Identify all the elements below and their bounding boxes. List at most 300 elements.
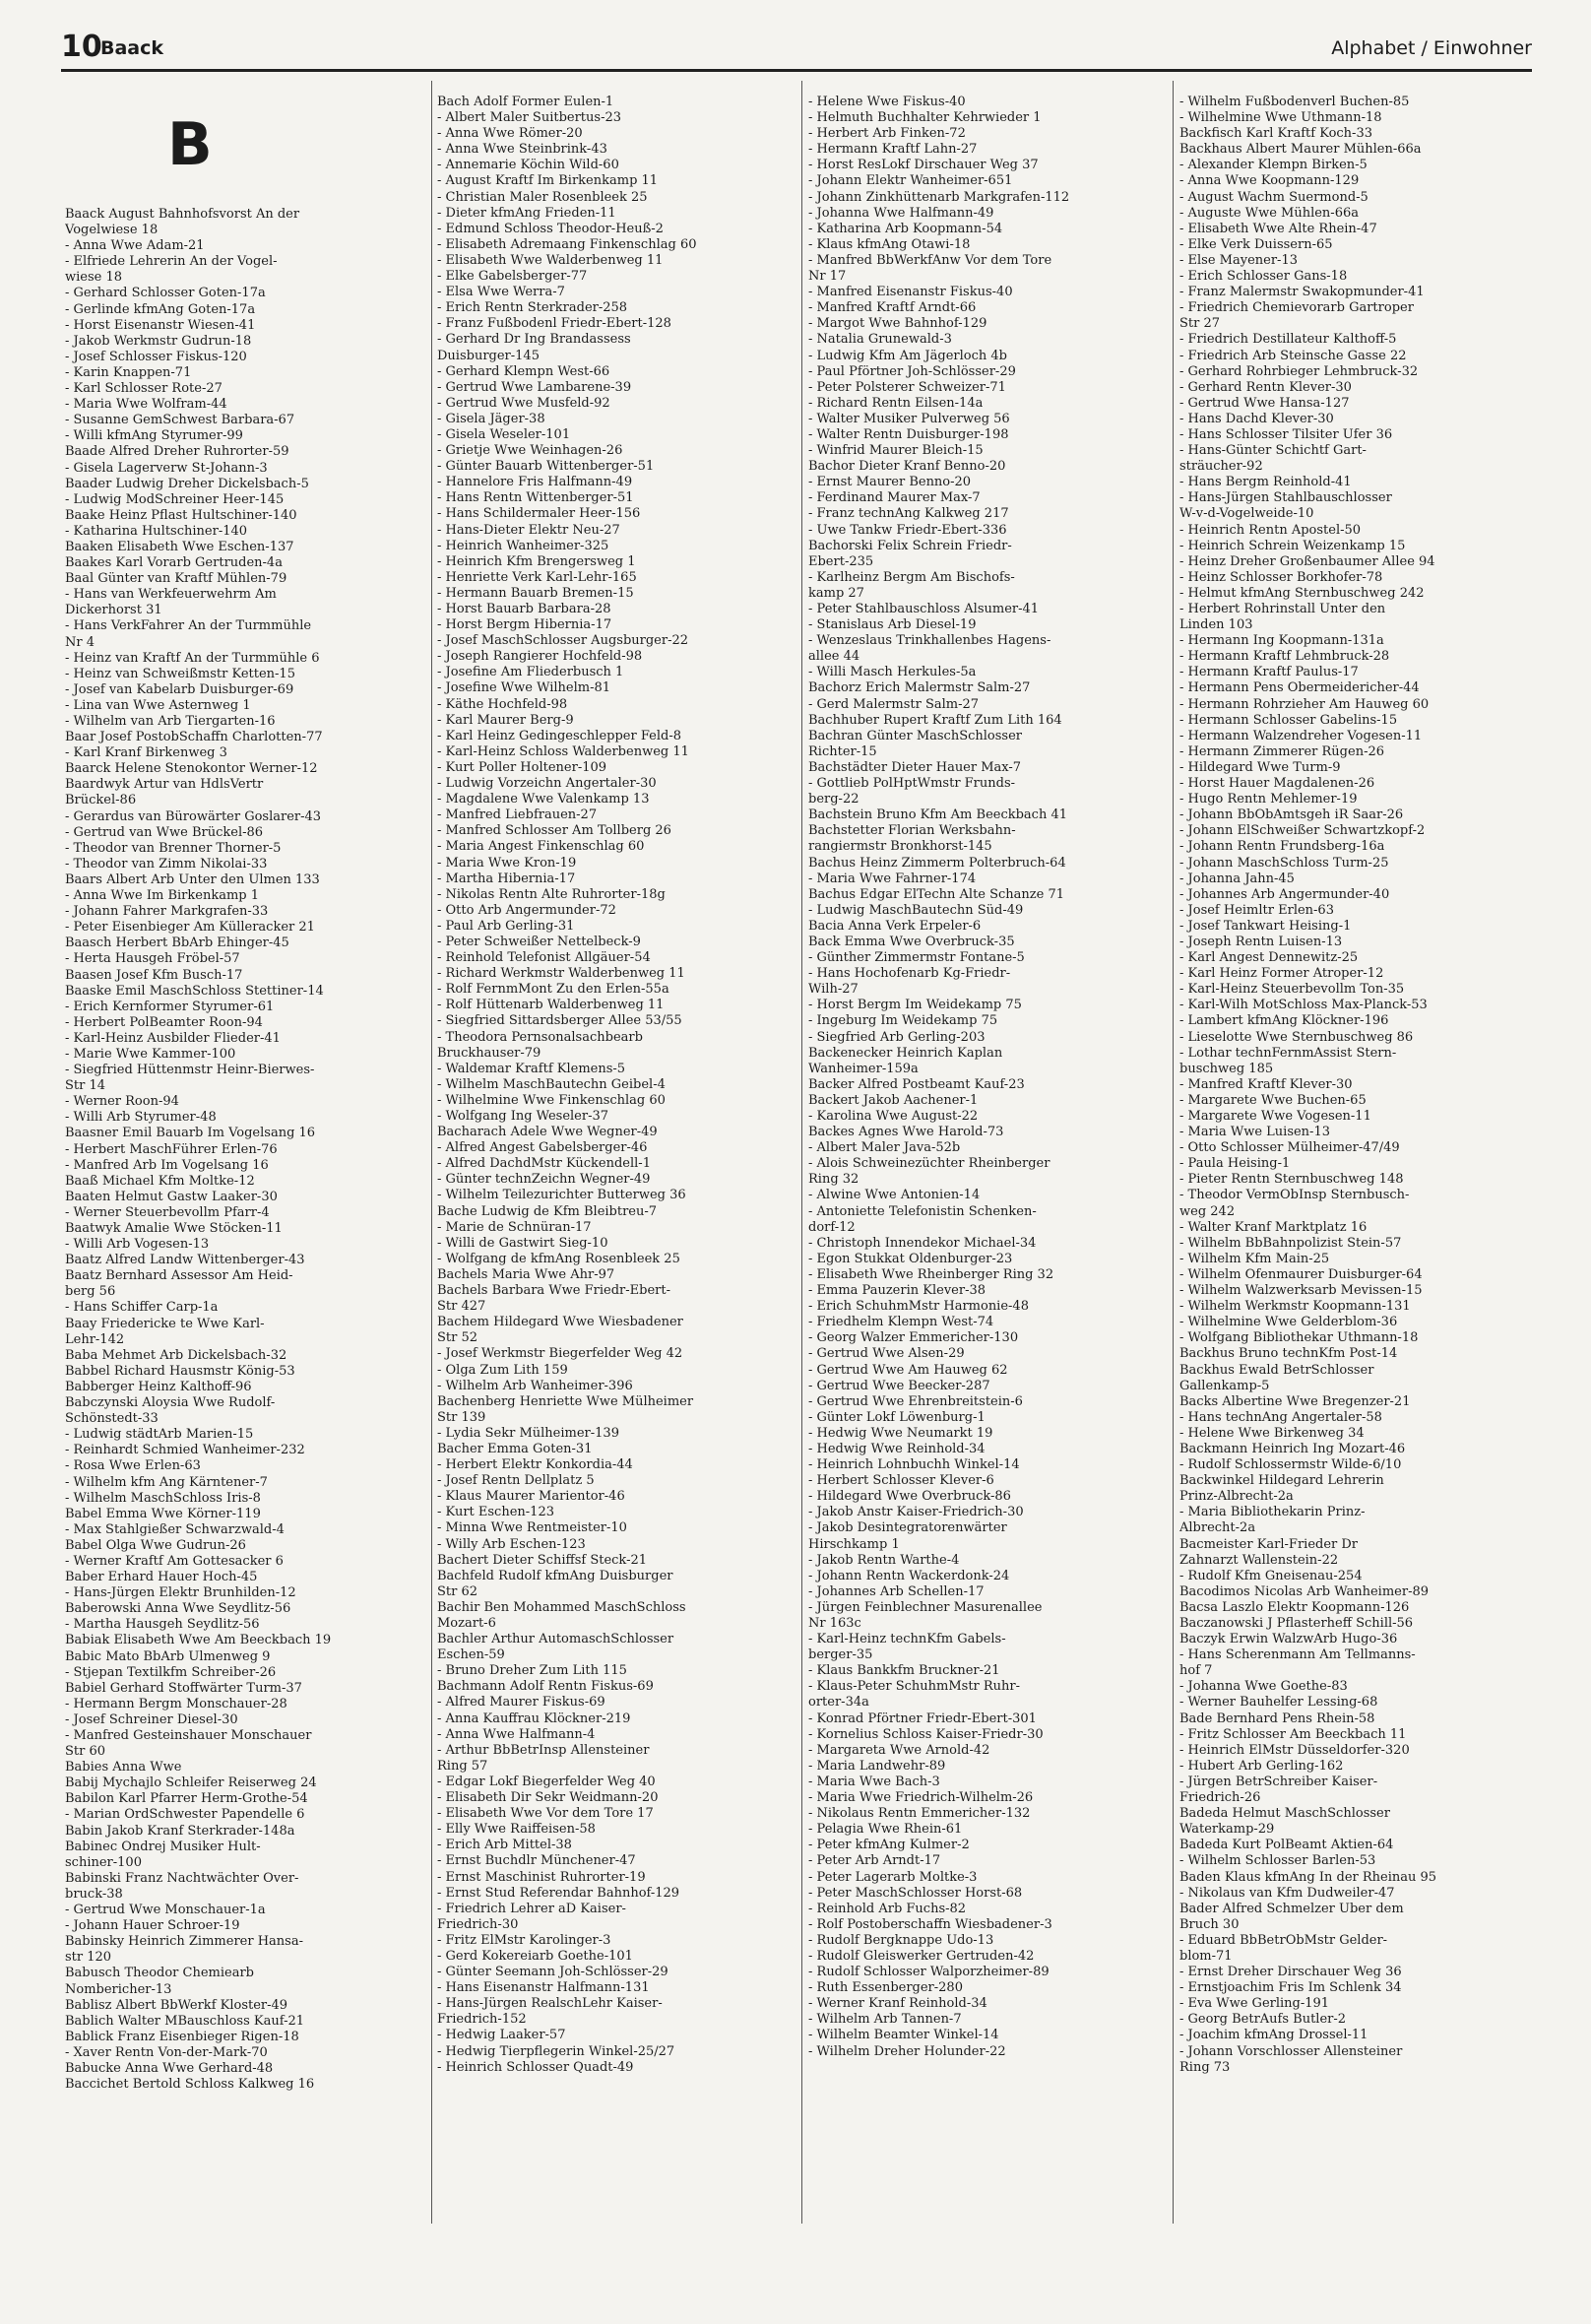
directory-entry: - Siegfried Arb Gerling-203 — [808, 1029, 986, 1045]
directory-entry: Bachus Heinz Zimmerm Polterbruch-64 — [808, 855, 1066, 871]
directory-entry: - Magdalene Wwe Valenkamp 13 — [437, 792, 650, 807]
directory-entry: - Friedrich Arb Steinsche Gasse 22 — [1179, 348, 1407, 363]
directory-entry: - Hans Schiffer Carp-1a — [65, 1300, 219, 1316]
directory-entry: Bacher Emma Goten-31 — [437, 1441, 593, 1456]
directory-entry: - Friedrich Destillateur Kalthoff-5 — [1179, 332, 1397, 348]
directory-entry: kamp 27 — [808, 585, 864, 601]
directory-entry: - Hermann Kraftf Paulus-17 — [1179, 665, 1359, 680]
directory-entry: Bacodimos Nicolas Arb Wanheimer-89 — [1179, 1583, 1430, 1599]
directory-entry: Richter-15 — [808, 743, 877, 759]
directory-entry: - Gertrud Wwe Lambarene-39 — [437, 379, 632, 395]
directory-entry: Linden 103 — [1179, 617, 1253, 633]
directory-entry: Baatz Bernhard Assessor Am Heid- — [65, 1268, 293, 1284]
directory-entry: - Elsa Wwe Werra-7 — [437, 285, 565, 300]
directory-entry: Bacia Anna Verk Erpeler-6 — [808, 918, 982, 934]
directory-entry: - Erich Rentn Sterkrader-258 — [437, 300, 628, 316]
directory-entry: - Heinrich Schlosser Quadt-49 — [437, 2059, 634, 2075]
directory-entry: - Hans Schildermaler Heer-156 — [437, 506, 641, 522]
directory-entry: - Wilhelm Ofenmaurer Duisburger-64 — [1179, 1266, 1423, 1282]
directory-entry: - Manfred Kraftf Arndt-66 — [808, 300, 977, 316]
directory-entry: - Hans Dachd Klever-30 — [1179, 411, 1334, 426]
directory-entry: - Helene Wwe Fiskus-40 — [808, 95, 966, 109]
directory-entry: Bader Alfred Schmelzer Über dem — [1179, 1901, 1404, 1916]
directory-entry: - Karl Heinz Gedingeschlepper Feld-8 — [437, 728, 681, 743]
directory-entry: - Wilhelm BbBahnpolizist Stein-57 — [1179, 1235, 1402, 1251]
directory-entry: - Hans-Dieter Elektr Neu-27 — [437, 522, 620, 538]
directory-entry: - Wolfgang Ing Weseler-37 — [437, 1109, 609, 1124]
directory-entry: Bachhuber Rupert Kraftf Zum Lith 164 — [808, 712, 1062, 728]
directory-entry: - Franz Fußbodenl Friedr-Ebert-128 — [437, 316, 671, 332]
directory-entry: - Walter Kranf Marktplatz 16 — [1179, 1219, 1368, 1235]
directory-entry: Mozart-6 — [437, 1616, 496, 1631]
directory-entry: Bablisz Albert BbWerkf Kloster-49 — [65, 1997, 288, 2013]
directory-entry: Babbel Richard Hausmstr König-53 — [65, 1363, 295, 1379]
directory-entry: - Christoph Innendekor Michael-34 — [808, 1235, 1037, 1251]
directory-entry: - Peter Lagerarb Moltke-3 — [808, 1869, 978, 1885]
directory-entry: - Karlheinz Bergm Am Bischofs- — [808, 569, 1015, 585]
directory-entry: - Erich Arb Mittel-38 — [437, 1838, 572, 1853]
directory-entry: Babiel Gerhard Stoffwärter Turm-37 — [65, 1680, 302, 1696]
directory-entry: - Johannes Arb Angermunder-40 — [1179, 886, 1390, 902]
directory-entry: Babinsky Heinrich Zimmerer Hansa- — [65, 1934, 303, 1950]
directory-entry: - Erich Kernformer Styrumer-61 — [65, 999, 275, 1014]
directory-entry: - Maria Bibliothekarin Prinz- — [1179, 1505, 1366, 1520]
directory-entry: - Joseph Rentn Luisen-13 — [1179, 934, 1343, 949]
directory-entry: - Gerlinde kfmAng Goten-17a — [65, 301, 256, 317]
directory-entry: - Wilhelm Walzwerksarb Mevissen-15 — [1179, 1283, 1423, 1299]
directory-entry: Nombericher-13 — [65, 1981, 172, 1997]
directory-entry: - Elly Wwe Raiffeisen-58 — [437, 1822, 596, 1838]
directory-entry: - Hermann Walzendreher Vogesen-11 — [1179, 728, 1423, 743]
directory-entry: Babinec Ondrej Musiker Hult- — [65, 1839, 261, 1854]
directory-entry: Backhaus Albert Maurer Mühlen-66a — [1179, 142, 1422, 158]
directory-entry: - Manfred Arb Im Vogelsang 16 — [65, 1157, 269, 1173]
directory-entry: - Hans Schlosser Tilsiter Ufer 36 — [1179, 426, 1393, 442]
directory-entry: Albrecht-2a — [1179, 1520, 1256, 1536]
directory-entry: - Siegfried Sittardsberger Allee 53/55 — [437, 1013, 682, 1029]
directory-entry: - Rolf FernmMont Zu den Erlen-55a — [437, 982, 669, 998]
directory-entry: - Ludwig Kfm Am Jägerloch 4b — [808, 348, 1007, 363]
directory-entry: - Horst Eisenanstr Wiesen-41 — [65, 317, 256, 333]
directory-entry: - Wilhelmine Wwe Uthmann-18 — [1179, 110, 1382, 126]
directory-entry: Schönstedt-33 — [65, 1411, 159, 1427]
directory-entry: - Jakob Anstr Kaiser-Friedrich-30 — [808, 1505, 1024, 1520]
directory-entry: - Gertrud Wwe Monschauer-1a — [65, 1903, 266, 1918]
directory-entry: - Horst Hauer Magdalenen-26 — [1179, 776, 1375, 792]
directory-entry: Gallenkamp-5 — [1179, 1378, 1270, 1393]
directory-entry: - Friedhelm Klempn West-74 — [808, 1315, 994, 1330]
directory-entry: - Elisabeth Wwe Rheinberger Ring 32 — [808, 1266, 1054, 1282]
directory-entry: - Wilhelm Beamter Winkel-14 — [808, 2028, 999, 2043]
directory-entry: - Lothar technFernmAssist Stern- — [1179, 1045, 1397, 1061]
directory-entry: - Werner Bauhelfer Lessing-68 — [1179, 1695, 1378, 1711]
directory-entry: - Marie Wwe Kammer-100 — [65, 1046, 236, 1062]
directory-entry: - Erich SchuhmMstr Harmonie-48 — [808, 1299, 1029, 1315]
directory-entry: - Uwe Tankw Friedr-Ebert-336 — [808, 522, 1007, 538]
directory-entry: - Alwine Wwe Antonien-14 — [808, 1188, 981, 1203]
column-2 — [437, 95, 792, 2212]
directory-entry: - Johanna Wwe Goethe-83 — [1179, 1679, 1348, 1695]
directory-entry: - Anna Wwe Steinbrink-43 — [437, 142, 607, 158]
directory-entry: - Friedrich Lehrer aD Kaiser- — [437, 1901, 626, 1916]
directory-entry: Babies Anna Wwe — [65, 1760, 182, 1775]
directory-entry: - Annemarie Köchin Wild-60 — [437, 158, 619, 173]
directory-entry: - Joseph Rangierer Hochfeld-98 — [437, 649, 643, 665]
directory-entry: berger-35 — [808, 1647, 873, 1663]
page-number: 10 — [61, 30, 102, 64]
column-divider — [1173, 81, 1174, 2224]
directory-entry: - Johann Vorschlosser Allensteiner — [1179, 2043, 1403, 2059]
directory-entry: - Stanislaus Arb Diesel-19 — [808, 617, 977, 633]
directory-entry: W-v-d-Vogelweide-10 — [1179, 506, 1314, 522]
directory-entry: - Heinz van Kraftf An der Turmmühle 6 — [65, 650, 320, 666]
header-rule — [61, 69, 1532, 72]
directory-entry: - Johann MaschSchloss Turm-25 — [1179, 855, 1389, 871]
directory-entry: - Ruth Essenberger-280 — [808, 1980, 963, 1996]
directory-entry: - Hans van Werkfeuerwehrm Am — [65, 587, 277, 603]
directory-entry: Str 60 — [65, 1744, 106, 1760]
directory-entry: - Margareta Wwe Arnold-42 — [808, 1742, 990, 1758]
directory-entry: Bachels Maria Wwe Ahr-97 — [437, 1266, 615, 1282]
directory-entry: - Wilhelm Arb Tannen-7 — [808, 2012, 962, 2028]
directory-entry: - Manfred Kraftf Klever-30 — [1179, 1076, 1353, 1092]
directory-entry: - Gerd Kokereiarb Goethe-101 — [437, 1948, 633, 1964]
directory-entry: - Theodor van Brenner Thorner-5 — [65, 840, 282, 856]
directory-entry: - Herta Hausgeh Fröbel-57 — [65, 951, 240, 967]
directory-entry: - Hermann Ing Koopmann-131a — [1179, 633, 1384, 649]
directory-entry: - Käthe Hochfeld-98 — [437, 696, 568, 712]
directory-entry: - Johann Rentn Wackerdonk-24 — [808, 1568, 1010, 1583]
directory-entry: Str 52 — [437, 1330, 478, 1346]
running-head-section: Alphabet / Einwohner — [1331, 37, 1532, 59]
directory-entry: - Wilhelm Werkmstr Koopmann-131 — [1179, 1299, 1411, 1315]
directory-entry: - Maria Wwe Luisen-13 — [1179, 1125, 1330, 1140]
directory-entry: Bablich Walter MBauschloss Kauf-21 — [65, 2013, 305, 2029]
directory-entry: allee 44 — [808, 649, 860, 665]
directory-entry: Duisburger-145 — [437, 348, 540, 363]
directory-entry: - Werner Steuerbevollm Pfarr-4 — [65, 1204, 270, 1220]
directory-entry: - Siegfried Hüttenmstr Heinr-Bierwes- — [65, 1063, 315, 1078]
directory-entry: Baake Heinz Pflast Hultschiner-140 — [65, 507, 297, 523]
directory-entry: - Walter Musiker Pulverweg 56 — [808, 411, 1010, 426]
directory-entry: - Willi kfmAng Styrumer-99 — [65, 428, 243, 444]
directory-entry: - Hannelore Fris Halfmann-49 — [437, 475, 633, 490]
directory-entry: - Margot Wwe Bahnhof-129 — [808, 316, 987, 332]
directory-entry: Nr 17 — [808, 269, 847, 285]
directory-entry: Back Emma Wwe Overbruck-35 — [808, 934, 1015, 949]
directory-entry: Baaß Michael Kfm Moltke-12 — [65, 1173, 255, 1189]
directory-entry: - Ernstjoachim Fris Im Schlenk 34 — [1179, 1980, 1402, 1996]
directory-entry: Bachels Barbara Wwe Friedr-Ebert- — [437, 1283, 670, 1299]
directory-entry: - Georg BetrAufs Butler-2 — [1179, 2012, 1347, 2028]
directory-entry: Ebert-235 — [808, 553, 874, 569]
directory-entry: Backhus Bruno technKfm Post-14 — [1179, 1346, 1398, 1362]
directory-entry: - Hubert Arb Gerling-162 — [1179, 1758, 1344, 1774]
directory-entry: - Wilhelm Dreher Holunder-22 — [808, 2043, 1006, 2059]
directory-entry: - Gertrud Wwe Beecker-287 — [808, 1378, 990, 1393]
directory-entry: - Karl Kranf Birkenweg 3 — [65, 745, 227, 761]
directory-entry: - Kurt Eschen-123 — [437, 1505, 554, 1520]
directory-entry: - Gisela Weseler-101 — [437, 426, 571, 442]
directory-entry: hof 7 — [1179, 1663, 1213, 1679]
directory-entry: - Josef Schlosser Fiskus-120 — [65, 349, 247, 364]
directory-entry: Ring 32 — [808, 1172, 859, 1188]
directory-entry: - Stjepan Textilkfm Schreiber-26 — [65, 1664, 277, 1680]
directory-entry: Baal Günter van Kraftf Mühlen-79 — [65, 571, 287, 587]
directory-entry: Bachstein Bruno Kfm Am Beeckbach 41 — [808, 807, 1068, 823]
directory-entry: - Winfrid Maurer Bleich-15 — [808, 443, 984, 459]
directory-entry: - Johannes Arb Schellen-17 — [808, 1583, 985, 1599]
directory-entry: berg-22 — [808, 792, 859, 807]
directory-entry: Backmann Heinrich Ing Mozart-46 — [1179, 1441, 1406, 1456]
directory-entry: Babczynski Aloysia Wwe Rudolf- — [65, 1395, 276, 1411]
directory-entry: - Wolfgang Bibliothekar Uthmann-18 — [1179, 1330, 1419, 1346]
directory-entry: - Hans technAng Angertaler-58 — [1179, 1409, 1382, 1425]
directory-entry: - Heinrich ElMstr Düsseldorfer-320 — [1179, 1742, 1410, 1758]
directory-entry: - Maria Angest Finkenschlag 60 — [437, 839, 645, 855]
directory-entry: - Katharina Hultschiner-140 — [65, 523, 248, 539]
directory-entry: - Hugo Rentn Mehlemer-19 — [1179, 792, 1358, 807]
directory-entry: - Johann Elektr Wanheimer-651 — [808, 173, 1013, 189]
directory-entry: wiese 18 — [65, 270, 123, 286]
directory-entry: Nr 4 — [65, 634, 95, 650]
directory-entry: - Elisabeth Wwe Alte Rhein-47 — [1179, 221, 1377, 236]
directory-entry: Str 139 — [437, 1409, 486, 1425]
directory-entry: - Hedwig Wwe Neumarkt 19 — [808, 1425, 993, 1441]
directory-entry: dorf-12 — [808, 1219, 856, 1235]
directory-entry: - Gerhard Rentn Klever-30 — [1179, 379, 1352, 395]
directory-entry: - Richard Werkmstr Walderbenweg 11 — [437, 966, 685, 982]
directory-entry: - Gerardus van Bürowärter Goslarer-43 — [65, 808, 322, 824]
directory-entry: - Reinhold Arb Fuchs-82 — [808, 1901, 967, 1916]
directory-entry: - Hedwig Tierpflegerin Winkel-25/27 — [437, 2043, 675, 2059]
directory-entry: Baasen Josef Kfm Busch-17 — [65, 967, 243, 983]
directory-entry: - Georg Walzer Emmericher-130 — [808, 1330, 1019, 1346]
directory-entry: Bachfeld Rudolf kfmAng Duisburger — [437, 1568, 673, 1583]
directory-entry: Baasch Herbert BbArb Ehinger-45 — [65, 936, 289, 951]
directory-entry: - Johann Hauer Schroer-19 — [65, 1918, 240, 1934]
directory-entry: Bachenberg Henriette Wwe Mülheimer — [437, 1393, 694, 1409]
column-3 — [808, 95, 1163, 2212]
directory-entry: - Hermann Zimmerer Rügen-26 — [1179, 743, 1384, 759]
directory-entry: - Anna Kauffrau Klöckner-219 — [437, 1711, 631, 1726]
directory-entry: - Elisabeth Dir Sekr Weidmann-20 — [437, 1790, 659, 1806]
directory-entry: - Hans Hochofenarb Kg-Friedr- — [808, 966, 1011, 982]
directory-entry: - Peter kfmAng Kulmer-2 — [808, 1838, 970, 1853]
directory-entry: Str 427 — [437, 1299, 486, 1315]
directory-entry: - Karl-Heinz technKfm Gabels- — [808, 1632, 1006, 1647]
directory-entry: - Kornelius Schloss Kaiser-Friedr-30 — [808, 1726, 1044, 1742]
directory-entry: - Anna Wwe Adam-21 — [65, 238, 205, 254]
directory-entry: - Elke Gabelsberger-77 — [437, 269, 588, 285]
directory-entry: - Günther Zimmermstr Fontane-5 — [808, 950, 1025, 966]
directory-entry: - Jakob Rentn Warthe-4 — [808, 1552, 960, 1568]
directory-entry: - Margarete Wwe Buchen-65 — [1179, 1092, 1367, 1108]
directory-entry: Dickerhorst 31 — [65, 603, 162, 618]
directory-entry: - Henriette Verk Karl-Lehr-165 — [437, 569, 637, 585]
directory-entry: - Heinrich Kfm Brengersweg 1 — [437, 553, 636, 569]
directory-entry: - Wilhelmine Wwe Gelderblom-36 — [1179, 1315, 1398, 1330]
directory-entry: - Ernst Dreher Dirschauer Weg 36 — [1179, 1965, 1402, 1980]
directory-entry: - Martha Hibernia-17 — [437, 871, 576, 886]
directory-entry: - Paul Arb Gerling-31 — [437, 918, 575, 934]
directory-entry: Bachorz Erich Malermstr Salm-27 — [808, 680, 1031, 696]
directory-entry: Baardwyk Artur van HdlsVertr — [65, 777, 264, 793]
directory-entry: - Paula Heising-1 — [1179, 1156, 1291, 1172]
directory-entry: - Johann Zinkhüttenarb Markgrafen-112 — [808, 189, 1070, 205]
directory-entry: - Rolf Postoberschaffn Wiesbadener-3 — [808, 1916, 1052, 1932]
directory-entry: Waterkamp-29 — [1179, 1822, 1275, 1838]
directory-entry: Bachstetter Florian Werksbahn- — [808, 823, 1016, 839]
directory-entry: buschweg 185 — [1179, 1061, 1274, 1076]
directory-entry: weg 242 — [1179, 1203, 1236, 1219]
directory-entry: - Hans-Jürgen Elektr Brunhilden-12 — [65, 1585, 296, 1601]
directory-entry: - Josefine Wwe Wilhelm-81 — [437, 680, 611, 696]
directory-entry: - Elisabeth Wwe Vor dem Tore 17 — [437, 1806, 654, 1822]
directory-entry: - Alfred Maurer Fiskus-69 — [437, 1695, 605, 1711]
directory-entry: - Nikolaus van Kfm Dudweiler-47 — [1179, 1885, 1395, 1901]
directory-entry: Baasner Emil Bauarb Im Vogelsang 16 — [65, 1126, 316, 1141]
directory-entry: - Hans-Jürgen Stahlbauschlosser — [1179, 490, 1392, 506]
directory-entry: - Heinrich Wanheimer-325 — [437, 538, 609, 553]
directory-entry: - Rolf Hüttenarb Walderbenweg 11 — [437, 998, 665, 1013]
directory-entry: - Dieter kfmAng Frieden-11 — [437, 205, 616, 221]
directory-entry: - Maria Wwe Kron-19 — [437, 855, 577, 871]
directory-entry: - Hans VerkFahrer An der Turmmühle — [65, 618, 312, 634]
directory-entry: - Klaus kfmAng Otawi-18 — [808, 236, 971, 252]
directory-entry: - Peter Arb Arndt-17 — [808, 1853, 941, 1869]
directory-entry: - Karl-Heinz Steuerbevollm Ton-35 — [1179, 982, 1405, 998]
directory-entry: Zahnarzt Wallenstein-22 — [1179, 1552, 1339, 1568]
directory-entry: Babel Olga Wwe Gudrun-26 — [65, 1537, 246, 1553]
directory-entry: - Wilhelm Kfm Main-25 — [1179, 1251, 1330, 1266]
directory-entry: - Herbert Elektr Konkordia-44 — [437, 1457, 633, 1473]
directory-entry: - Albert Maler Java-52b — [808, 1140, 961, 1156]
directory-entry: Baba Mehmet Arb Dickelsbach-32 — [65, 1347, 287, 1363]
directory-entry: - Franz technAng Kalkweg 217 — [808, 506, 1009, 522]
directory-entry: - Josef Schreiner Diesel-30 — [65, 1711, 238, 1727]
directory-entry: - Theodor van Zimm Nikolai-33 — [65, 856, 268, 872]
directory-entry: - Wilhelm MaschSchloss Iris-8 — [65, 1490, 261, 1506]
directory-entry: - Richard Rentn Eilsen-14a — [808, 395, 984, 411]
directory-entry: - Alexander Klempn Birken-5 — [1179, 158, 1368, 173]
directory-entry: - Wilhelmine Wwe Finkenschlag 60 — [437, 1092, 666, 1108]
directory-entry: Bacmeister Karl-Frieder Dr — [1179, 1536, 1359, 1552]
directory-entry: Bachran Günter MaschSchlosser — [808, 728, 1023, 743]
directory-entry: - Helmuth Buchhalter Kehrwieder 1 — [808, 110, 1042, 126]
directory-entry: - Herbert Rohrinstall Unter den — [1179, 602, 1386, 616]
directory-entry: - Katharina Arb Koopmann-54 — [808, 221, 1003, 236]
directory-entry: - Rudolf Bergknappe Udo-13 — [808, 1932, 994, 1948]
directory-entry: - Wilhelm van Arb Tiergarten-16 — [65, 714, 276, 729]
directory-entry: schiner-100 — [65, 1854, 142, 1870]
directory-entry: berg 56 — [65, 1284, 116, 1300]
directory-entry: - Antoniette Telefonistin Schenken- — [808, 1203, 1037, 1219]
directory-entry: - August Kraftf Im Birkenkamp 11 — [437, 173, 659, 189]
directory-entry: - Manfred Gesteinshauer Monschauer — [65, 1728, 312, 1743]
directory-entry: Babberger Heinz Kalthoff-96 — [65, 1379, 252, 1394]
directory-entry: Baack August Bahnhofsvorst An der — [65, 207, 300, 222]
directory-entry: Str 27 — [1179, 316, 1221, 332]
directory-entry: - Alois Schweinezüchter Rheinberger — [808, 1156, 1050, 1172]
directory-entry: - Klaus Maurer Marientor-46 — [437, 1489, 625, 1505]
directory-entry: - Minna Wwe Rentmeister-10 — [437, 1520, 627, 1536]
directory-entry: Baccichet Bertold Schloss Kalkweg 16 — [65, 2077, 315, 2093]
directory-entry: Babinski Franz Nachtwächter Over- — [65, 1870, 299, 1886]
directory-entry: - Susanne GemSchwest Barbara-67 — [65, 413, 295, 428]
directory-entry: - Hermann Kraftf Lehmbruck-28 — [1179, 649, 1390, 665]
directory-entry: - Herbert Schlosser Klever-6 — [808, 1473, 994, 1489]
directory-entry: - Otto Schlosser Mülheimer-47/49 — [1179, 1140, 1400, 1156]
directory-entry: - Ernst Maschinist Ruhrorter-19 — [437, 1869, 646, 1885]
directory-entry: - Karl-Heinz Ausbilder Flieder-41 — [65, 1030, 281, 1046]
directory-entry: Friedrich-30 — [437, 1916, 519, 1932]
directory-entry: - Grietje Wwe Weinhagen-26 — [437, 443, 623, 459]
directory-entry: blom-71 — [1179, 1948, 1233, 1964]
directory-entry: - Ernst Maurer Benno-20 — [808, 475, 972, 490]
directory-entry: Baarck Helene Stenokontor Werner-12 — [65, 761, 318, 777]
directory-entry: Babiak Elisabeth Wwe Am Beeckbach 19 — [65, 1633, 332, 1648]
directory-entry: Bacharach Adele Wwe Wegner-49 — [437, 1125, 658, 1140]
directory-entry: - Lieselotte Wwe Sternbuschweg 86 — [1179, 1029, 1414, 1045]
directory-entry: - Klaus-Peter SchuhmMstr Ruhr- — [808, 1679, 1021, 1695]
directory-entry: Bacsa Laszlo Elektr Koopmann-126 — [1179, 1599, 1410, 1615]
directory-entry: - Josefine Am Fliederbusch 1 — [437, 665, 624, 680]
directory-entry: Baatz Alfred Landw Wittenberger-43 — [65, 1253, 305, 1268]
directory-entry: Baatwyk Amalie Wwe Stöcken-11 — [65, 1221, 283, 1236]
directory-entry: Babic Mato BbArb Ulmenweg 9 — [65, 1648, 271, 1664]
directory-entry: Bach Adolf Former Eulen-1 — [437, 95, 614, 109]
directory-entry: - Gertrud Wwe Alsen-29 — [808, 1346, 965, 1362]
directory-entry: - Hermann Schlosser Gabelins-15 — [1179, 712, 1398, 728]
directory-entry: - Elfriede Lehrerin An der Vogel- — [65, 254, 278, 270]
directory-entry: - Helene Wwe Birkenweg 34 — [1179, 1425, 1365, 1441]
directory-entry: - Egon Stukkat Oldenburger-23 — [808, 1251, 1013, 1266]
directory-entry: Bachert Dieter Schiffsf Steck-21 — [437, 1552, 648, 1568]
directory-entry: Bachler Arthur AutomaschSchlosser — [437, 1632, 674, 1647]
directory-entry: - Johann Rentn Frundsberg-16a — [1179, 839, 1385, 855]
directory-entry: - Heinrich Rentn Apostel-50 — [1179, 522, 1362, 538]
directory-entry: Prinz-Albrecht-2a — [1179, 1489, 1294, 1505]
directory-entry: - Herbert PolBeamter Roon-94 — [65, 1014, 263, 1030]
directory-entry: - Günter Seemann Joh-Schlösser-29 — [437, 1965, 668, 1980]
directory-entry: - Willi de Gastwirt Sieg-10 — [437, 1235, 608, 1251]
directory-entry: - Karl Heinz Former Atroper-12 — [1179, 966, 1384, 982]
directory-entry: - Wolfgang de kfmAng Rosenbleek 25 — [437, 1251, 680, 1266]
directory-entry: - Ingeburg Im Weidekamp 75 — [808, 1013, 998, 1029]
directory-entry: Bachir Ben Mohammed MaschSchloss — [437, 1599, 686, 1615]
directory-entry: - Auguste Wwe Mühlen-66a — [1179, 205, 1359, 221]
directory-entry: - Heinrich Lohnbuchh Winkel-14 — [808, 1457, 1020, 1473]
directory-entry: Babucke Anna Wwe Gerhard-48 — [65, 2060, 274, 2076]
directory-entry: - Hermann Bauarb Bremen-15 — [437, 585, 634, 601]
directory-entry: - Elisabeth Wwe Walderbenweg 11 — [437, 252, 664, 268]
directory-entry: - Max Stahlgießer Schwarzwald-4 — [65, 1521, 285, 1537]
directory-entry: - Alfred Angest Gabelsberger-46 — [437, 1140, 648, 1156]
directory-entry: - Peter Schweißer Nettelbeck-9 — [437, 934, 641, 949]
directory-entry: Vogelwiese 18 — [65, 223, 159, 238]
directory-entry: - Johanna Wwe Halfmann-49 — [808, 205, 994, 221]
directory-entry: Lehr-142 — [65, 1331, 125, 1347]
directory-entry: - Eduard BbBetrObMstr Gelder- — [1179, 1932, 1388, 1948]
directory-entry: - Ernst Stud Referendar Bahnhof-129 — [437, 1885, 680, 1901]
directory-entry: - Wilhelm Schlosser Barlen-53 — [1179, 1853, 1376, 1869]
directory-entry: Backhus Ewald BetrSchlosser — [1179, 1362, 1374, 1378]
directory-entry: Friedrich-152 — [437, 2012, 527, 2028]
directory-entry: Backert Jakob Aachener-1 — [808, 1092, 979, 1108]
directory-entry: - Karl Angest Dennewitz-25 — [1179, 950, 1359, 966]
directory-entry: Bachstädter Dieter Hauer Max-7 — [808, 759, 1022, 775]
